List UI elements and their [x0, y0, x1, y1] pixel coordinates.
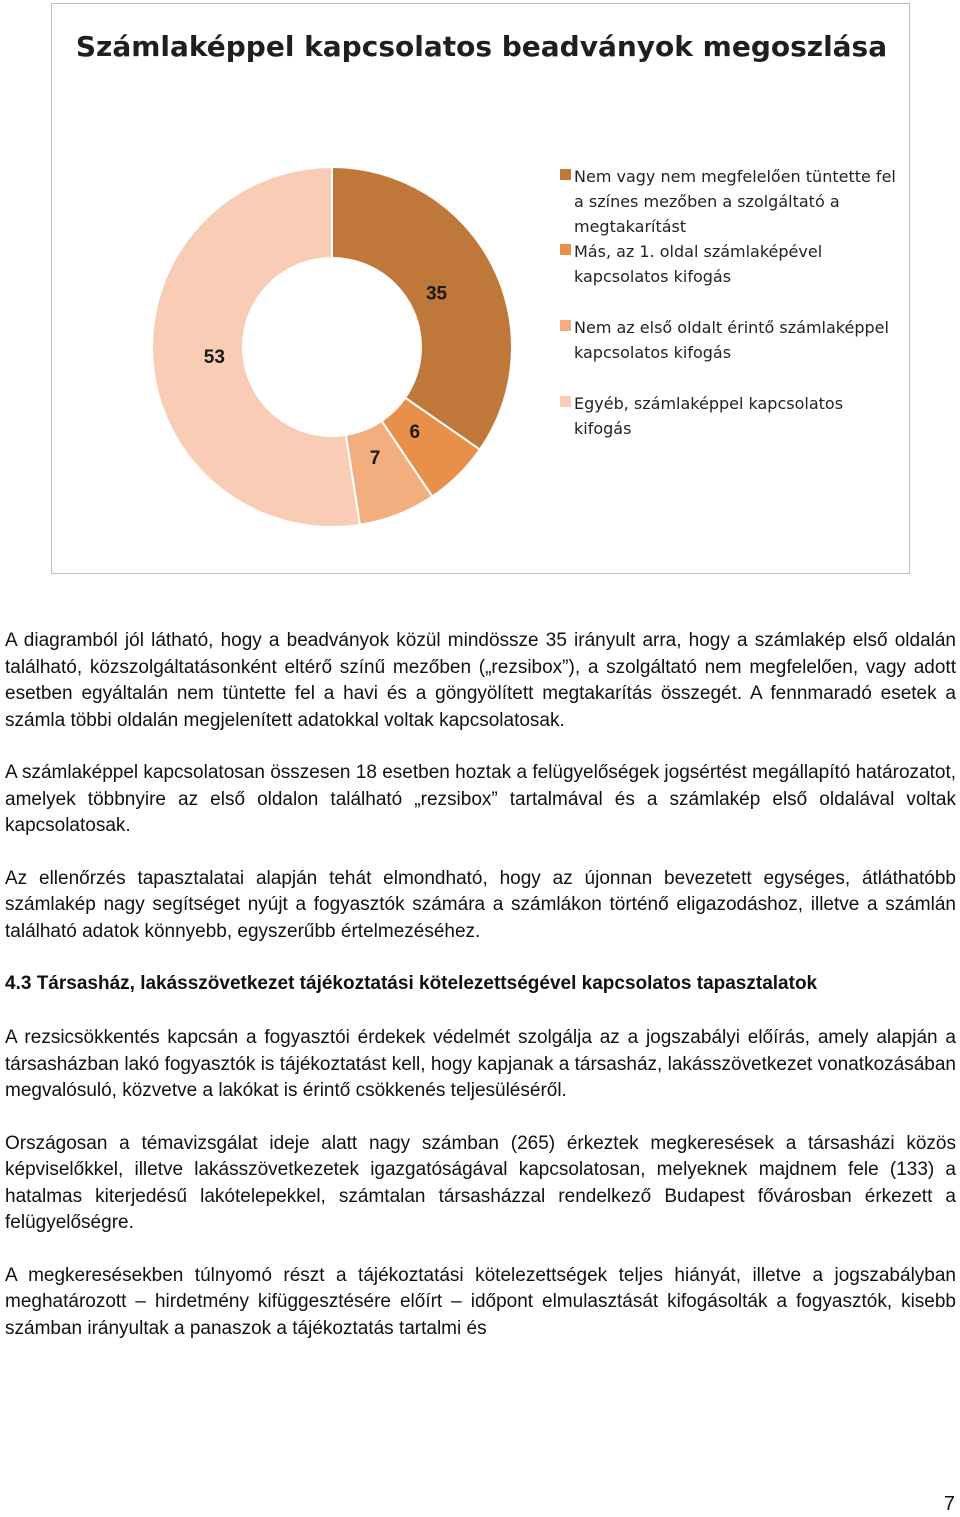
- legend-label: Más, az 1. oldal számlaképével kapcsolatos kifogás: [574, 242, 823, 286]
- legend-label: Egyéb, számlaképpel kapcsolatos kifogás: [574, 394, 844, 438]
- paragraph: A rezsicsökkentés kapcsán a fogyasztói érdekek védelmét szolgálja az a jogszabályi előírás, amely alapján a társasházban lakó fogyasztók is tájékoztatást kell, hogy kapjanak a társasház, lakásszövetkezet vonatkozásában megvalósuló, közvetve a lakókat is érintő csökkenés teljesüléséről.: [5, 1027, 956, 1101]
- legend-swatch: [560, 320, 571, 331]
- legend-item: [559, 391, 904, 441]
- section-heading: 4.3 Társasház, lakásszövetkezet tájékoztatási kötelezettségével kapcsolatos tapasztalatok: [5, 973, 818, 994]
- paragraph: A megkeresésekben túlnyomó részt a tájékoztatási kötelezettségek teljes hiányát, illetve a jogszabályban meghatározott – hirdetmény kifüggesztésére előírt – időpont elmulasztását kifogásolták a fogyasztók, kisebb számban irányultak a panaszok a tájékoztatás tartalmi és: [5, 1264, 956, 1339]
- paragraph: Az ellenőrzés tapasztalatai alapján tehát elmondható, hogy az újonnan bevezetett egységes, átláthatóbb számlakép nagy segítséget nyújt a fogyasztók számára a számlákon történő eligazodáshoz, illetve a számlán található adatok könnyebb, egyszerűbb értelmezéséhez.: [5, 867, 956, 942]
- legend-swatch: [560, 169, 571, 180]
- donut-hole: [242, 257, 422, 437]
- legend-item: [559, 239, 904, 289]
- chart-container: [51, 3, 910, 574]
- slice-data-label: 53: [203, 347, 225, 369]
- slice-data-label: 7: [369, 447, 381, 469]
- legend-label: Nem az első oldalt érintő számlaképpel kapcsolatos kifogás: [574, 318, 889, 362]
- donut-chart: [52, 4, 911, 575]
- legend-item: [559, 164, 904, 239]
- paragraph: A számlaképpel kapcsolatosan összesen 18 esetben hoztak a felügyelőségek jogsértést megállapító határozatot, amelyek többnyire az első oldalon található „rezsibox” tartalmával és a számlakép első oldalával voltak kapcsolatosak.: [5, 762, 956, 836]
- chart-title: Számlaképpel kapcsolatos beadványok megoszlása: [75, 30, 888, 63]
- document-body: [5, 628, 956, 1368]
- slice-data-label: 6: [409, 422, 421, 444]
- legend-item: [559, 315, 904, 365]
- slice-data-label: 35: [425, 283, 448, 305]
- legend-swatch: [560, 244, 571, 255]
- legend-label: Nem vagy nem megfelelően tüntette fel a színes mezőben a szolgáltató a megtakarítást: [574, 167, 896, 236]
- page-number: 7: [943, 1493, 955, 1515]
- legend-swatch: [560, 396, 571, 407]
- paragraph: Országosan a témavizsgálat ideje alatt nagy számban (265) érkeztek megkeresések a társasházi közös képviselőkkel, illetve lakásszövetkezetek igazgatóságával kapcsolatosan, melyeknek majdnem fele (133) a hatalmas kiterjedésű lakótelepekkel, számtalan társasházzal rendelkező Budapest fővárosban érkezett a felügyelőségre.: [5, 1132, 956, 1233]
- paragraph: A diagramból jól látható, hogy a beadványok közül mindössze 35 irányult arra, hogy a számlakép első oldalán található, közszolgáltatásonként eltérő színű mezőben („rezsibox”), a szolgáltató nem megfelelően, vagy adott esetben egyáltalán nem tüntette fel a havi és a göngyölített megtakarítás összegét. A fennmaradó esetek a számla többi oldalán megjelenített adatokkal voltak kapcsolatosak.: [5, 630, 956, 731]
